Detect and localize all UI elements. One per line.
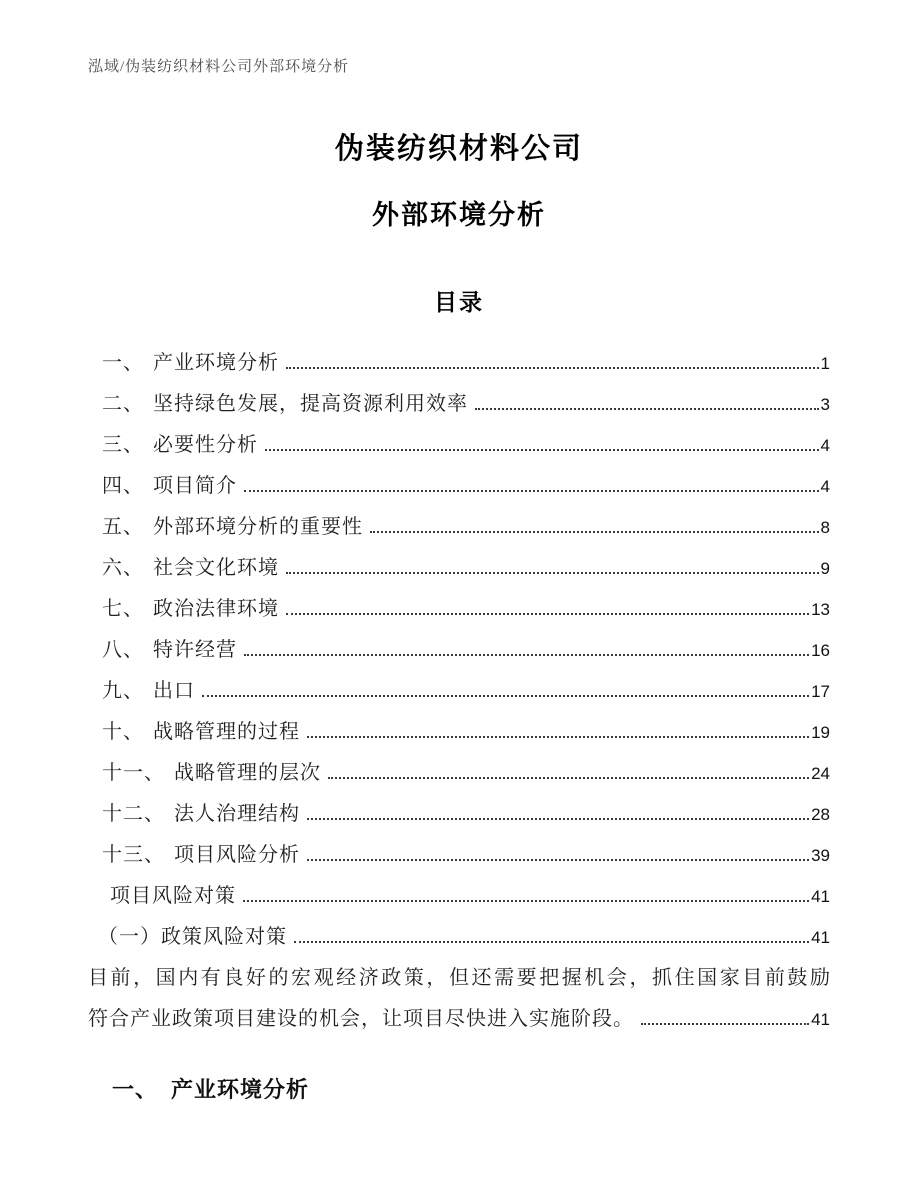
toc-entry-number: 四、: [102, 475, 144, 497]
section-heading-title: 产业环境分析: [171, 1077, 310, 1102]
toc-entry-label: 项目简介: [153, 475, 237, 497]
toc-page-number: 4: [820, 436, 830, 455]
toc-row[interactable]: [88, 826, 830, 867]
toc-dot-leader: [475, 408, 819, 410]
toc-entry-label: 符合产业政策项目建设的机会，让项目尽快进入实施阶段。: [88, 1008, 634, 1030]
toc-entry-number: 九、: [102, 680, 144, 702]
toc-entry-number: 十一、: [102, 762, 165, 784]
toc-entry-label: 法人治理结构: [174, 803, 300, 825]
toc-entry-label: 出口: [153, 680, 195, 702]
toc-entry-number: 一、: [102, 352, 144, 374]
toc-dot-leader: [307, 818, 809, 820]
toc-row[interactable]: [88, 498, 830, 539]
toc-dot-leader: [286, 367, 819, 369]
toc-entry-label: 坚持绿色发展，提高资源利用效率: [153, 393, 468, 415]
toc-entry-label: 外部环境分析的重要性: [153, 516, 363, 538]
section-heading: [88, 1073, 830, 1104]
document-header-path: 泓域/伪装纺织材料公司外部环境分析: [88, 59, 350, 75]
toc-entry-label: 战略管理的过程: [153, 721, 300, 743]
toc-dot-leader: [328, 777, 809, 779]
toc-row[interactable]: [88, 416, 830, 457]
toc-dot-leader: [307, 736, 809, 738]
toc-row[interactable]: [88, 375, 830, 416]
toc-entry-number: 三、: [102, 434, 144, 456]
toc-entry-label: 特许经营: [153, 639, 237, 661]
toc-page-number: 16: [811, 641, 830, 660]
toc-heading: 目录: [434, 289, 484, 315]
toc-page-number: 17: [811, 682, 830, 701]
toc-page-number: 19: [811, 723, 830, 742]
toc-entry-number: 五、: [102, 516, 144, 538]
toc-dot-leader: [307, 859, 809, 861]
toc-page-number: 24: [811, 764, 830, 783]
toc-page-number: 9: [820, 559, 830, 578]
toc-dot-leader: [286, 613, 809, 615]
toc-row[interactable]: [88, 990, 830, 1031]
toc-row[interactable]: [88, 744, 830, 785]
toc-page-number: 4: [820, 477, 830, 496]
toc-dot-leader: [286, 572, 819, 574]
toc-entry-number: 六、: [102, 557, 144, 579]
toc-page-number: 13: [811, 600, 830, 619]
toc-entry-number: 二、: [102, 393, 144, 415]
toc-page-number: 1: [820, 354, 830, 373]
toc-dot-leader: [370, 531, 819, 533]
toc-entry-number: 十三、: [102, 844, 165, 866]
toc-page-number: 28: [811, 805, 830, 824]
toc-entry-label: 战略管理的层次: [174, 762, 321, 784]
toc-entry-label: 目前，国内有良好的宏观经济政策，但还需要把握机会，抓住国家目前鼓励: [88, 967, 830, 989]
toc-page-number: 41: [811, 928, 830, 947]
toc-dot-leader: [244, 490, 819, 492]
toc-row[interactable]: [88, 949, 830, 990]
toc-dot-leader: [243, 900, 809, 902]
toc-row[interactable]: [88, 785, 830, 826]
toc-page-number: 41: [811, 1010, 830, 1029]
document-title-line2: 外部环境分析: [372, 200, 546, 230]
toc-row[interactable]: [88, 621, 830, 662]
toc-dot-leader: [244, 654, 809, 656]
toc-dot-leader: [641, 1023, 809, 1025]
toc-row[interactable]: [88, 703, 830, 744]
section-heading-number: 一、: [112, 1077, 159, 1102]
toc-row[interactable]: [88, 580, 830, 621]
toc-row[interactable]: [88, 334, 830, 375]
toc-entry-label: 产业环境分析: [153, 352, 279, 374]
toc-page-number: 39: [811, 846, 830, 865]
toc-list: [88, 334, 830, 1031]
toc-entry-number: 七、: [102, 598, 144, 620]
toc-entry-number: 八、: [102, 639, 144, 661]
toc-entry-label: 项目风险分析: [174, 844, 300, 866]
toc-entry-label: 项目风险对策: [110, 885, 236, 907]
toc-entry-label: 社会文化环境: [153, 557, 279, 579]
toc-row[interactable]: [88, 539, 830, 580]
toc-page-number: 3: [820, 395, 830, 414]
toc-row[interactable]: [88, 908, 830, 949]
toc-page-number: 8: [820, 518, 830, 537]
toc-dot-leader: [202, 695, 809, 697]
toc-entry-label: 政治法律环境: [153, 598, 279, 620]
toc-dot-leader: [294, 941, 809, 943]
toc-entry-number: 十、: [102, 721, 144, 743]
document-title-line1: 伪装纺织材料公司: [334, 133, 583, 165]
toc-row[interactable]: [88, 867, 830, 908]
toc-page-number: 41: [811, 887, 830, 906]
toc-entry-number: 十二、: [102, 803, 165, 825]
toc-row[interactable]: [88, 662, 830, 703]
toc-row[interactable]: [88, 457, 830, 498]
toc-dot-leader: [265, 449, 819, 451]
toc-entry-label: （一）政策风险对策: [98, 926, 287, 948]
toc-entry-label: 必要性分析: [153, 434, 258, 456]
